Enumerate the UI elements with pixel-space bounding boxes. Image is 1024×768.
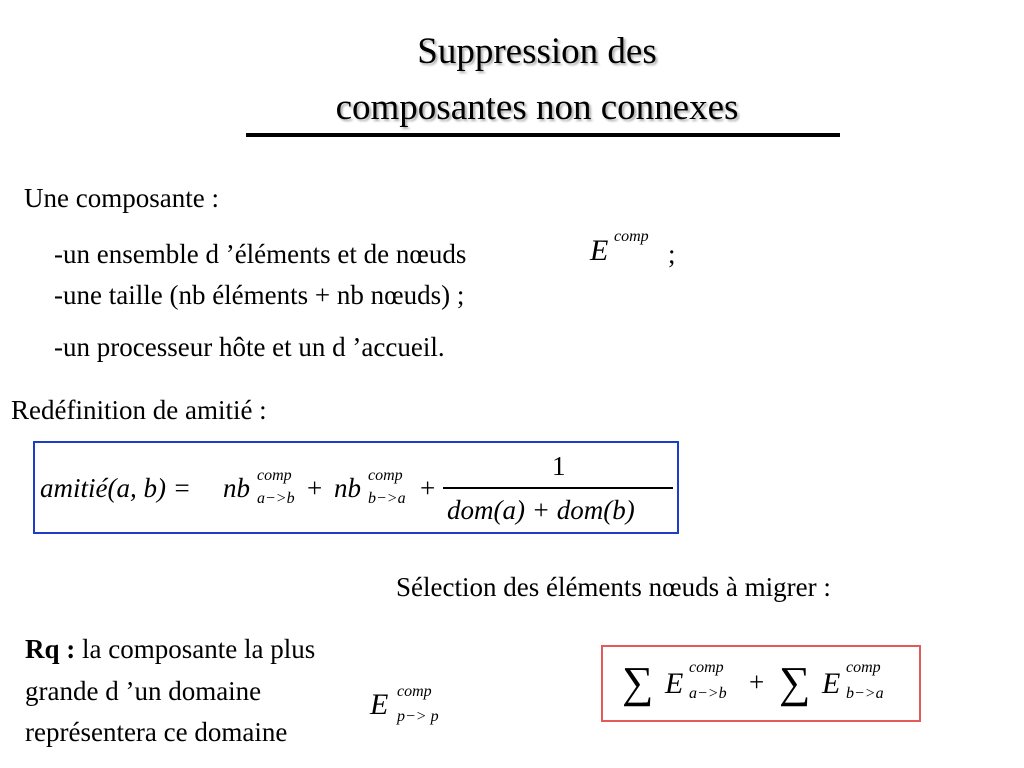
remark-line2: grande d ’un domaine [25,676,262,706]
bullet-ensemble: -un ensemble d ’éléments et de nœuds [54,239,467,269]
ecomp-expression [590,228,670,268]
fraction-denominator: dom(a) + dom(b) [447,495,635,525]
sigma-1: ∑ [622,658,654,707]
formula-plus-2: + [420,473,436,503]
remark-line3: représentera ce domaine [25,717,288,747]
selection-text: Sélection des éléments nœuds à migrer : [396,572,831,602]
bullet-ensemble-end: ; [668,239,676,269]
page-title-line2: composantes non connexes [335,87,739,128]
sum-e2-base: E [822,667,841,700]
sum-e2-sub: b−>a [846,685,884,702]
sigma-2: ∑ [779,658,811,707]
remark-label: Rq : [25,634,76,664]
term1-base: nb [223,473,250,503]
term2-sub: b−>a [368,490,406,507]
fraction-bar [443,487,673,489]
ep-sup: comp [397,683,432,700]
ecomp-sup: comp [614,228,649,245]
bullet-taille: -une taille (nb éléments + nb nœuds) ; [54,280,465,310]
ep-base: E [370,688,389,721]
term2-sup: comp [368,467,403,484]
sum-e1-sup: comp [689,659,724,676]
page-title-line1: Suppression des [417,31,657,72]
ep-expression [370,680,470,730]
term2-base: nb [334,473,361,503]
title-underline [246,133,840,137]
term1-sub: a−>b [257,490,295,507]
remark-line1 [25,633,315,665]
remark-line1-text: la composante la plus [75,634,316,664]
term1-sup: comp [257,467,292,484]
ep-sub: p−> p [397,708,439,725]
selection-formula-box [601,645,921,722]
amitie-formula-box [33,441,679,534]
fraction-numerator: 1 [552,451,566,481]
ecomp-base: E [590,234,609,267]
redefinition-text: Redéfinition de amitié : [11,395,267,425]
sum-e1-base: E [665,667,684,700]
sum-plus: + [749,667,765,697]
sum-e1-sub: a−>b [689,685,727,702]
formula-plus-1: + [307,473,323,503]
sum-e2-sup: comp [846,659,881,676]
formula-lhs: amitié(a, b) = [40,473,191,503]
bullet-processeur: -un processeur hôte et un d ’accueil. [54,332,445,362]
intro-text: Une composante : [24,183,219,213]
